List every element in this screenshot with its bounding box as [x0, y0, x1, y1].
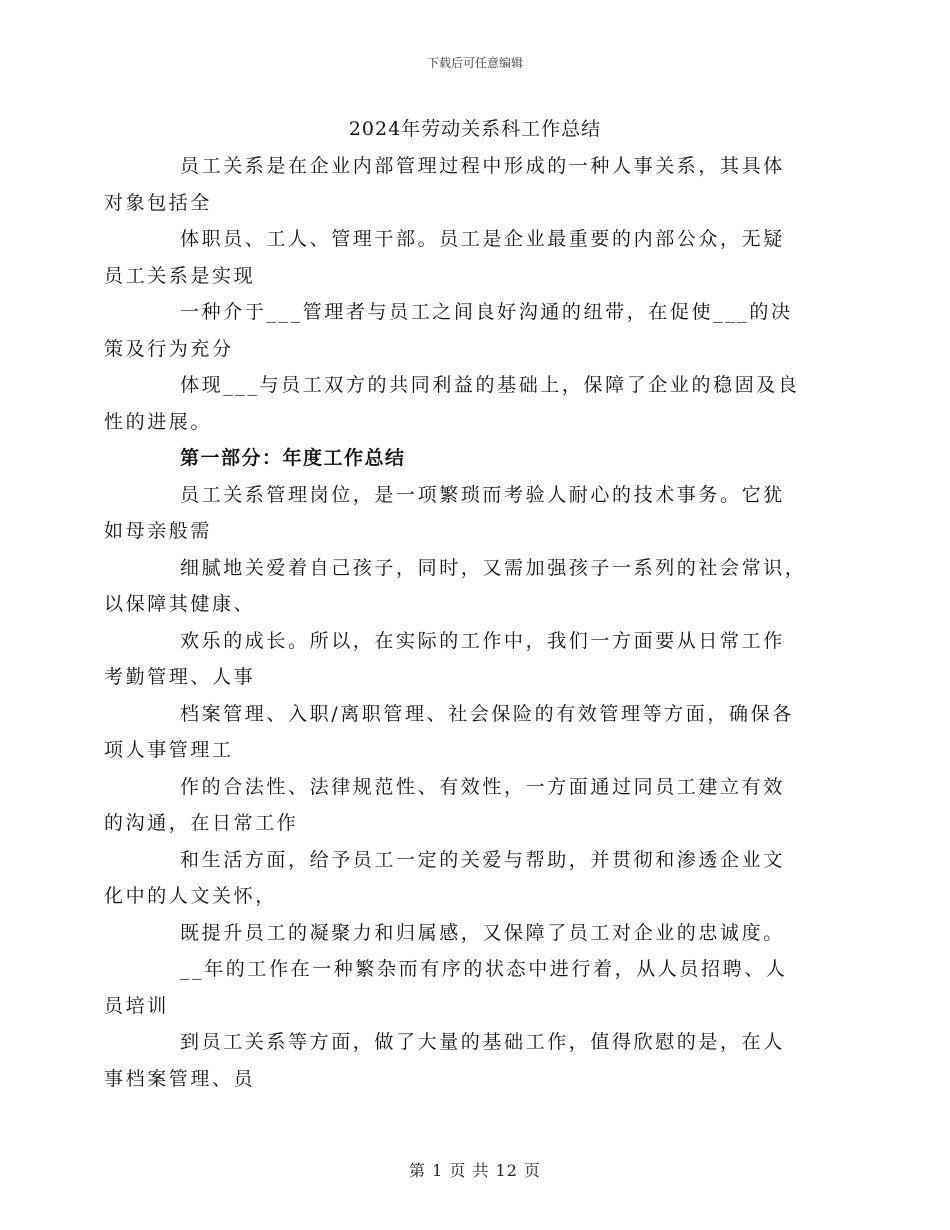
paragraph	[104, 951, 812, 1024]
paragraph-line: 欢乐的成长。所以，在实际的工作中，我们一方面要从日常工作	[180, 629, 785, 652]
paragraph-line: __年的工作在一种繁杂而有序的状态中进行着，从人员招聘、人	[180, 958, 788, 980]
paragraph-line: 体职员、工人、管理干部。员工是企业最重要的内部公众，无疑	[180, 228, 785, 250]
paragraph-line: 以保障其健康、	[104, 593, 256, 615]
section-heading: 第一部分：年度工作总结	[180, 447, 406, 469]
paragraph	[104, 294, 812, 367]
paragraph-line: 员工关系是实现	[104, 264, 256, 287]
paragraph-line: 性的进展。	[104, 410, 213, 433]
paragraph-line: 如母亲般需	[104, 520, 213, 542]
document-title: 2024年劳动关系科工作总结	[348, 118, 602, 140]
paragraph	[104, 769, 812, 842]
page-header: 下载后可任意编辑	[426, 56, 523, 70]
paragraph-line: 员工关系是在企业内部管理过程中形成的一种人事关系，其具体	[180, 155, 785, 177]
paragraph-line: 考勤管理、人事	[104, 666, 256, 688]
paragraph	[104, 1024, 812, 1097]
paragraph-line: 员工关系管理岗位，是一项繁琐而考验人耐心的技术事务。它犹	[180, 483, 785, 506]
paragraph-line: 作的合法性、法律规范性、有效性，一方面通过同员工建立有效	[180, 775, 785, 798]
paragraph-line: 事档案管理、员	[104, 1067, 256, 1090]
page-footer: 第 1 页 共 12 页	[409, 1161, 541, 1180]
paragraph	[104, 550, 812, 623]
paragraph	[104, 696, 812, 769]
paragraph	[104, 477, 812, 550]
paragraph-line: 到员工关系等方面，做了大量的基础工作，值得欣慰的是，在人	[180, 1031, 785, 1053]
paragraph	[104, 623, 812, 696]
paragraph-line: 项人事管理工	[104, 739, 234, 761]
paragraph	[104, 221, 812, 294]
paragraph-line: 档案管理、入职/离职管理、社会保险的有效管理等方面，确保各	[180, 702, 794, 725]
document-body	[104, 148, 812, 1097]
paragraph-line: 策及行为充分	[104, 337, 234, 360]
paragraph-line: 和生活方面，给予员工一定的关爱与帮助，并贯彻和渗透企业文	[180, 848, 785, 871]
paragraph-line: 体现___与员工双方的共同利益的基础上，保障了企业的稳固及良	[180, 374, 800, 396]
paragraph-single-line: 既提升员工的凝聚力和归属感，又保障了员工对企业的忠诚度。	[180, 921, 785, 944]
paragraph-line: 细腻地关爱着自己孩子，同时，又需加强孩子一系列的社会常识，	[180, 556, 807, 579]
paragraph-line: 一种介于___管理者与员工之间良好沟通的纽带，在促使___的决	[180, 301, 793, 323]
paragraph-line: 化中的人文关怀，	[104, 885, 277, 907]
paragraph	[104, 367, 812, 440]
paragraph-line: 的沟通，在日常工作	[104, 812, 299, 834]
paragraph	[104, 842, 812, 915]
paragraph	[104, 148, 812, 221]
paragraph-line: 员培训	[104, 994, 169, 1017]
paragraph-line: 对象包括全	[104, 191, 213, 214]
